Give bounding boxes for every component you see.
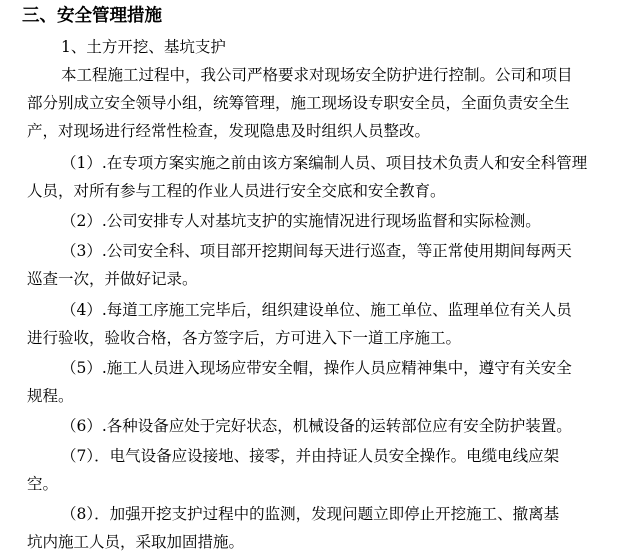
item-6-line-1: （6）.各种设备应处于完好状态，机械设备的运转部位应有安全防护装置。: [61, 417, 572, 435]
item-5-line-2: 规程。: [27, 387, 74, 405]
item-8-line-1: （8）．加强开挖支护过程中的监测，发现问题立即停止开挖施工、撤离基: [61, 505, 560, 523]
item-2-line-1: （2）.公司安排专人对基坑支护的实施情况进行现场监督和实际检测。: [61, 212, 541, 230]
item-7-line-2: 空。: [27, 475, 59, 493]
intro-line: 产，对现场进行经常性检查，发现隐患及时组织人员整改。: [27, 122, 431, 140]
item-1-line-1: （1）.在专项方案实施之前由该方案编制人员、项目技术负责人和安全科管理: [61, 154, 588, 172]
item-8-line-2: 坑内施工人员，采取加固措施。: [27, 533, 245, 551]
item-4-line-2: 进行验收，验收合格，各方签字后，方可进入下一道工序施工。: [27, 329, 462, 347]
intro-line: 部分别成立安全领导小组，统筹管理，施工现场设专职安全员，全面负责安全生: [27, 94, 570, 112]
item-1-line-2: 人员，对所有参与工程的作业人员进行安全交底和安全教育。: [27, 182, 446, 200]
section-title: 三、安全管理措施: [22, 6, 162, 26]
item-5-line-1: （5）.施工人员进入现场应带安全帽，操作人员应精神集中，遵守有关安全: [61, 359, 572, 377]
item-3-line-2: 巡查一次，并做好记录。: [27, 270, 198, 288]
section-subtitle: 1、土方开挖、基坑支护: [61, 38, 226, 56]
item-4-line-1: （4）.每道工序施工完毕后，组织建设单位、施工单位、监理单位有关人员: [61, 301, 572, 319]
intro-line: 本工程施工过程中，我公司严格要求对现场安全防护进行控制。公司和项目: [61, 66, 573, 84]
item-3-line-1: （3）.公司安全科、项目部开挖期间每天进行巡查，等正常使用期间每两天: [61, 242, 572, 260]
item-7-line-1: （7）．电气设备应设接地、接零，并由持证人员安全操作。电缆电线应架: [61, 447, 560, 465]
